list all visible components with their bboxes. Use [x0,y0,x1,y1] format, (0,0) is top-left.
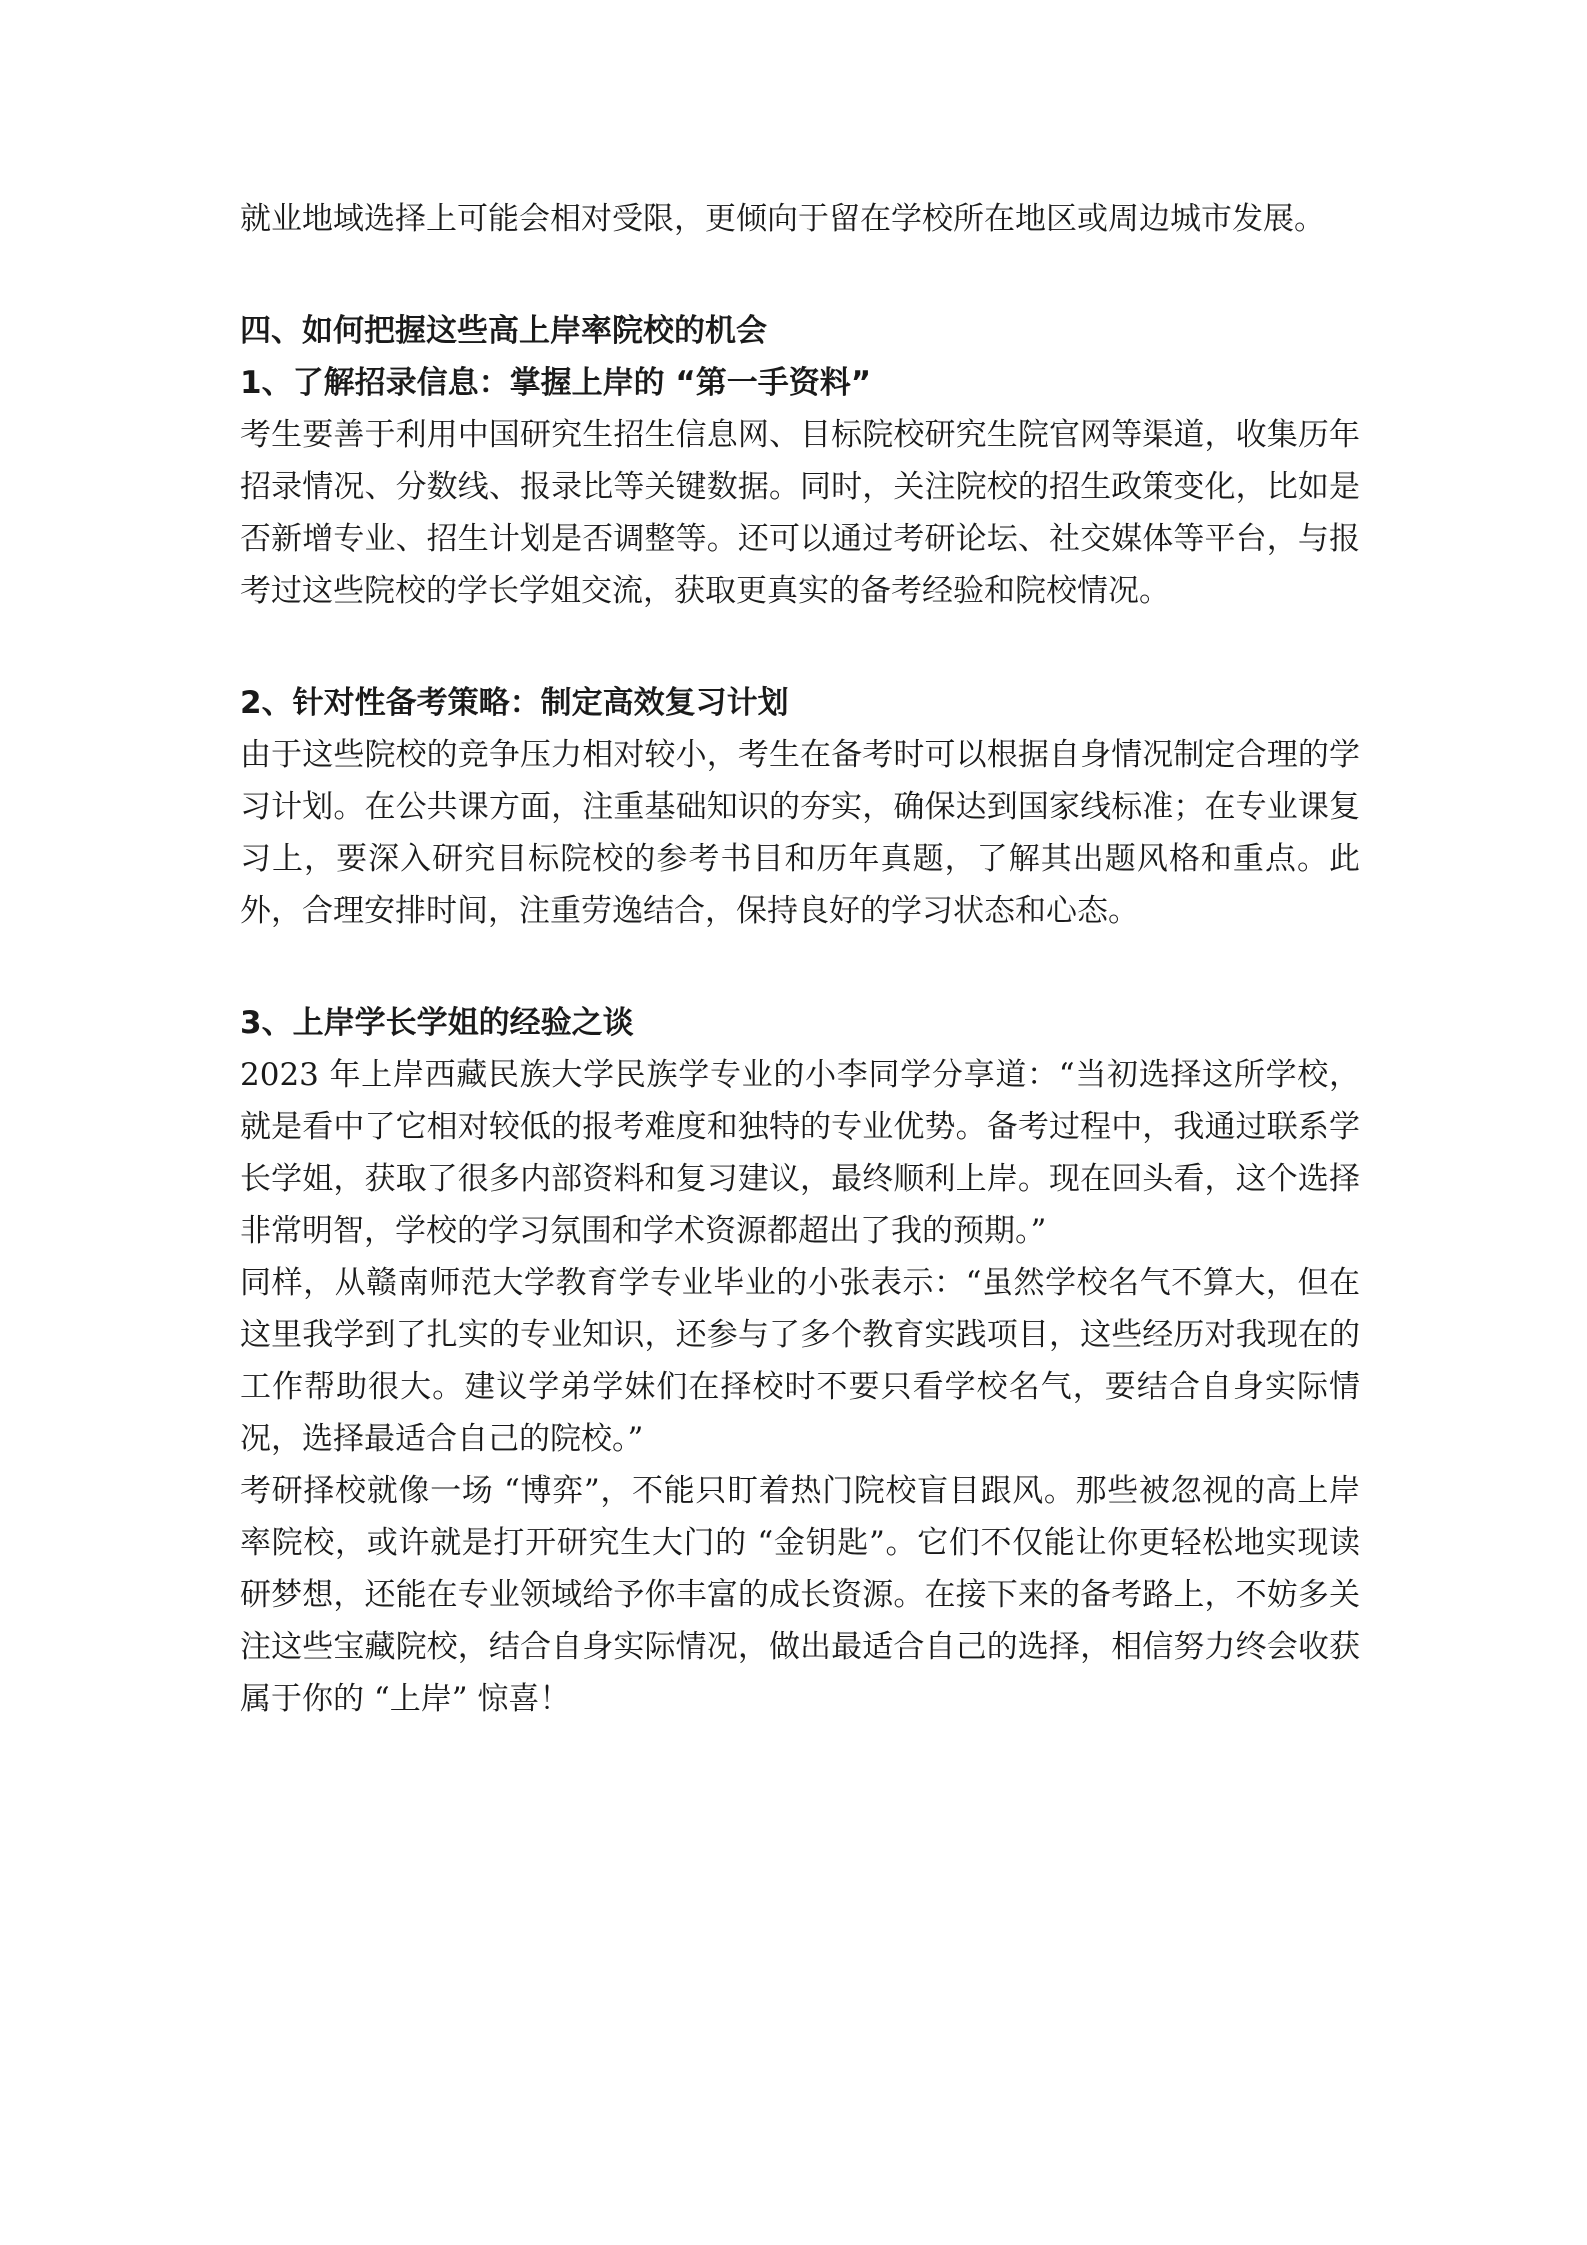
spacer [240,245,1360,305]
document-body [240,193,1360,1725]
subsection-2-body: 由于这些院校的竞争压力相对较小，考生在备考时可以根据自身情况制定合理的学习计划。在公共课方面，注重基础知识的夯实，确保达到国家线标准；在专业课复习上，要深入研究目标院校的参考书目和历年真题，了解其出题风格和重点。此外，合理安排时间，注重劳逸结合，保持良好的学习状态和心态。 [240,737,1360,929]
intro-tail-paragraph: 就业地域选择上可能会相对受限，更倾向于留在学校所在地区或周边城市发展。 [240,201,1325,237]
subsection-3-paragraph-1: 2023 年上岸西藏民族大学民族学专业的小李同学分享道：“当初选择这所学校，就是看中了它相对较低的报考难度和独特的专业优势。备考过程中，我通过联系学长学姐，获取了很多内部资料和复习建议，最终顺利上岸。现在回头看，这个选择非常明智，学校的学习氛围和学术资源都超出了我的预期。” [240,1057,1360,1249]
spacer [240,617,1360,677]
conclusion-paragraph: 考研择校就像一场 “博弈”，不能只盯着热门院校盲目跟风。那些被忽视的高上岸率院校，或许就是打开研究生大门的 “金钥匙”。它们不仅能让你更轻松地实现读研梦想，还能在专业领域给予你丰富的成长资源。在接下来的备考路上，不妨多关注这些宝藏院校，结合自身实际情况，做出最适合自己的选择，相信努力终会收获属于你的 “上岸” 惊喜！ [240,1473,1360,1717]
subsection-1-body: 考生要善于利用中国研究生招生信息网、目标院校研究生院官网等渠道，收集历年招录情况、分数线、报录比等关键数据。同时，关注院校的招生政策变化，比如是否新增专业、招生计划是否调整等。还可以通过考研论坛、社交媒体等平台，与报考过这些院校的学长学姐交流，获取更真实的备考经验和院校情况。 [240,417,1360,609]
subsection-3-heading: 3、上岸学长学姐的经验之谈 [240,1005,634,1041]
subsection-2-heading: 2、针对性备考策略：制定高效复习计划 [240,685,789,721]
spacer [240,937,1360,997]
subsection-1-heading: 1、了解招录信息：掌握上岸的 “第一手资料” [240,365,872,401]
section-heading: 四、如何把握这些高上岸率院校的机会 [240,313,767,349]
subsection-3-paragraph-2: 同样，从赣南师范大学教育学专业毕业的小张表示：“虽然学校名气不算大，但在这里我学到了扎实的专业知识，还参与了多个教育实践项目，这些经历对我现在的工作帮助很大。建议学弟学妹们在择校时不要只看学校名气，要结合自身实际情况，选择最适合自己的院校。” [240,1265,1360,1457]
